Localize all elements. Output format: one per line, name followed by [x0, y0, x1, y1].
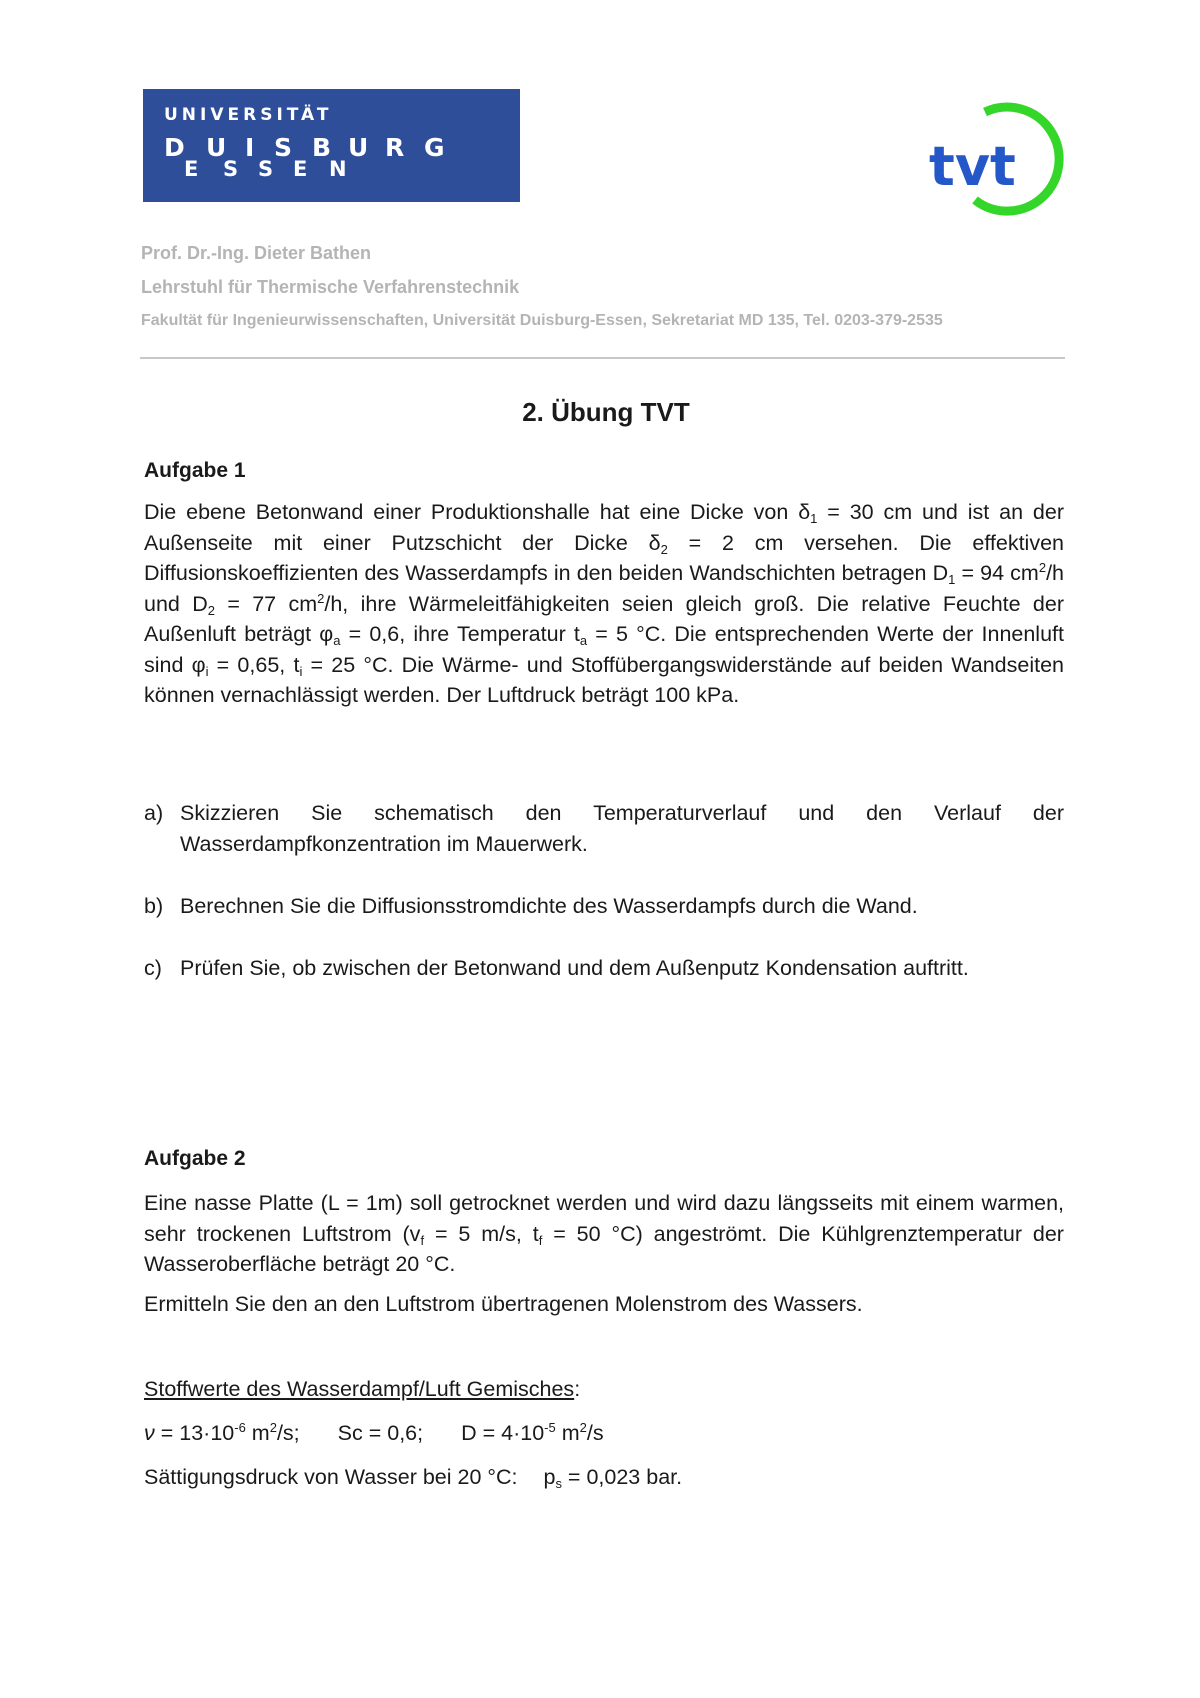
logo-letter: E	[184, 157, 199, 181]
logo-letter: S	[258, 157, 274, 181]
aufgabe1-paragraph: Die ebene Betonwand einer Produktionshalle hat eine Dicke von $\delta_1 = 30$ cm und ist an der Außenseite mit einer Putzschicht der Dicke $\delta_2 = 2$ cm versehen. Die effektiven Diffusionskoeffizienten des Wasserdampfs in den beiden Wandschichten betragen $D_1 = 94$ $cm^2/h$ und $D_2 = 77$ $cm^2/h$, ihre Wärmeleitfähigkeiten seien gleich groß. Die relative Feuchte der Außenluft beträgt $\varphi_a = 0,6$, ihre Temperatur $t_a = 5$ °C. Die entsprechenden Werte der Innenluft sind $\varphi_i = 0,65$, $t_i = 25$ °C. Die Wärme- und Stoffübergangswiderstände auf beiden Wandseiten können vernachlässigt werden. Der Luftdruck beträgt 100 kPa.	[144, 500, 1065, 707]
properties-heading: Stoffwerte des Wasserdampf/Luft Gemisches:	[144, 1377, 581, 1401]
task-label: b)	[144, 894, 164, 918]
faculty-address: Fakultät für Ingenieurwissenschaften, Universität Duisburg-Essen, Sekretariat MD 135, Tel. 0203-379-2535	[141, 312, 943, 329]
logo-letter: U	[348, 133, 369, 162]
chair-name: Lehrstuhl für Thermische Verfahrenstechnik	[141, 277, 520, 297]
page-title: 2. Übung TVT	[522, 397, 690, 427]
logo-university-label: UNIVERSITÄT	[164, 105, 333, 125]
task-label: a)	[144, 801, 164, 825]
logo-letter: D	[164, 133, 185, 162]
logo-letter: S	[223, 157, 239, 181]
aufgabe1-heading: Aufgabe 1	[144, 459, 246, 482]
task-b	[144, 891, 1064, 922]
logo-letter: I	[245, 133, 255, 162]
task-a	[144, 798, 1064, 860]
logo-letter: E	[293, 157, 308, 181]
logo-letter: N	[329, 157, 347, 181]
saturation-pressure: Sättigungsdruck von Wasser bei 20 °C: $p_s = 0,023$ bar.	[144, 1465, 683, 1491]
logo-letter: S	[274, 133, 293, 162]
task-text: Skizzieren Sie schematisch den Temperaturverlauf und den Verlauf der Wasserdampfkonzentration im Mauerwerk.	[180, 801, 1064, 856]
task-c	[144, 953, 1064, 984]
header-divider	[140, 357, 1065, 359]
logo-letter: G	[424, 133, 445, 162]
task-text: Prüfen Sie, ob zwischen der Betonwand und dem Außenputz Kondensation auftritt.	[180, 956, 969, 980]
tvt-logo	[925, 90, 1065, 220]
logo-letter: U	[206, 133, 227, 162]
aufgabe2-paragraph: Eine nasse Platte (L = 1m) soll getrocknet werden und wird dazu längsseits mit einem warmen, sehr trockenen Luftstrom ($v_f = 5$ m/s, $t_f = 50$ °C) angeströmt. Die Kühlgrenztemperatur der Wasseroberfläche beträgt 20 °C.	[144, 1191, 1064, 1276]
task-text: Berechnen Sie die Diffusionsstromdichte des Wasserdampfs durch die Wand.	[180, 894, 918, 918]
professor-name: Prof. Dr.-Ing. Dieter Bathen	[141, 243, 372, 263]
aufgabe2-question: Ermitteln Sie den an den Luftstrom übertragenen Molenstrom des Wassers.	[144, 1292, 863, 1316]
properties-values: $\nu = 13\cdot 10^{-6}$ $m^2/s$; Sc = 0,6; $D = 4\cdot 10^{-5}$ $m^2/s$	[144, 1420, 604, 1445]
university-logo	[143, 89, 520, 202]
logo-letter: R	[385, 133, 405, 162]
aufgabe2-heading: Aufgabe 2	[144, 1147, 246, 1170]
tvt-logo-text: tvt	[929, 135, 1016, 198]
logo-letter: B	[312, 133, 332, 162]
task-label: c)	[144, 956, 162, 980]
